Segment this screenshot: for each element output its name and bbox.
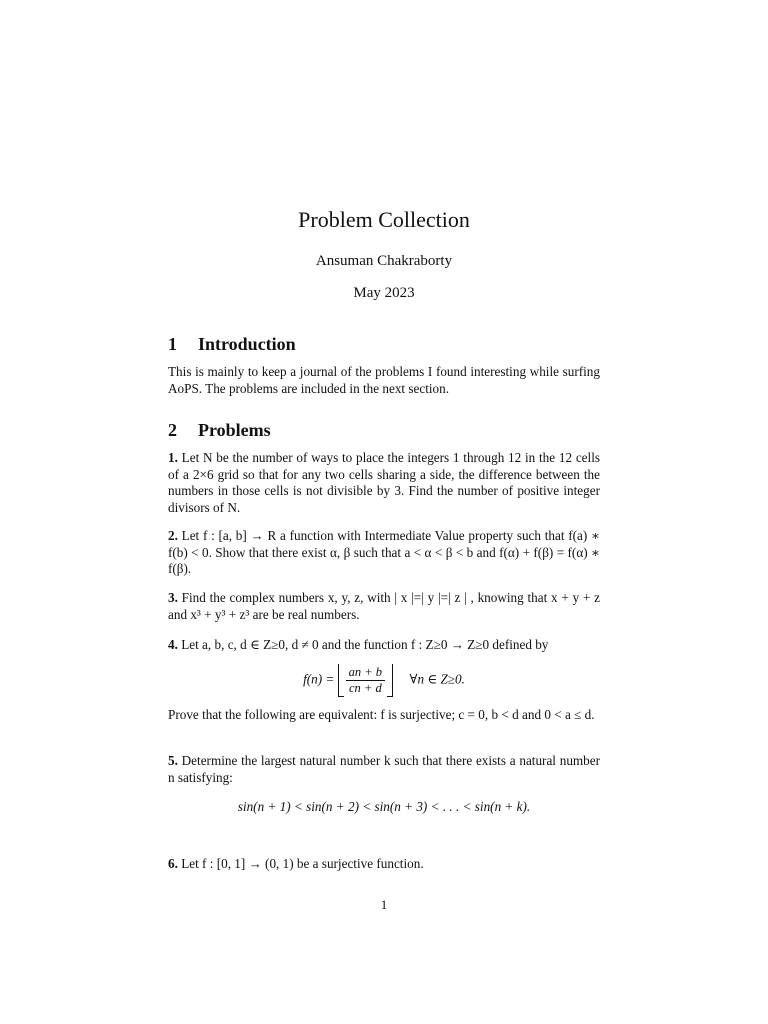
problem-text: Let f : [a, b] → R a function with Intermediate Value property such that f(a) ∗ f(b) < 0. Show that there exist α, β such that a < α < β < b and f(α) + f(β) = f(α) ∗ f(β).	[168, 528, 600, 576]
problem-4-conclusion: Prove that the following are equivalent: f is surjective; c = 0, b < d and 0 < a ≤ d.	[168, 707, 595, 722]
section-title: Problems	[198, 420, 271, 440]
problem-3	[168, 590, 600, 623]
problem-text: Let f : [0, 1] → (0, 1) be a surjective function.	[181, 856, 424, 871]
problem-text: Let N be the number of ways to place the integers 1 through 12 in the 12 cells of a 2×6 grid so that for any two cells sharing a side, the difference between the numbers in those cells is not divisible by 3. Find the number of positive integer divisors of N.	[168, 450, 600, 515]
document-author: Ansuman Chakraborty	[315, 253, 453, 269]
page-number: 1	[380, 897, 388, 912]
floor-fraction	[338, 664, 393, 697]
problem-6	[168, 856, 600, 873]
problem-5	[168, 753, 600, 786]
problem-text: Find the complex numbers x, y, z, with | x |=| y |=| z | , knowing that x + y + z and x³ + y³ + z³ are be real numbers.	[168, 590, 600, 622]
problem-label: 1.	[168, 450, 178, 465]
section-title: Introduction	[198, 334, 296, 354]
document-title: Problem Collection	[298, 207, 470, 232]
document-date: May 2023	[353, 285, 415, 301]
problem-label: 5.	[168, 753, 178, 768]
section-number: 2	[168, 420, 177, 440]
problem-5-display-equation: sin(n + 1) < sin(n + 2) < sin(n + 3) < . . . < sin(n + k).	[237, 799, 531, 814]
fraction-denominator: cn + d	[348, 681, 382, 695]
equation-lhs: f(n) =	[303, 671, 335, 687]
section-heading-introduction	[168, 332, 296, 356]
problem-label: 2.	[168, 528, 178, 543]
section-number: 1	[168, 334, 177, 354]
equation-rhs: ∀n ∈ Z≥0.	[409, 671, 465, 687]
fraction	[346, 665, 385, 696]
fraction-numerator: an + b	[346, 665, 385, 681]
problem-4-display-equation	[168, 664, 600, 697]
floor-left-bracket	[338, 664, 344, 697]
problem-text: Determine the largest natural number k such that there exists a natural number n satisfying:	[168, 753, 601, 785]
problem-label: 3.	[168, 590, 178, 605]
problem-2	[168, 528, 600, 578]
problem-4	[168, 637, 600, 654]
floor-right-bracket	[387, 664, 393, 697]
introduction-paragraph: This is mainly to keep a journal of the problems I found interesting while surfing AoPS. The problems are included in the next section.	[168, 364, 600, 396]
problem-text: Let a, b, c, d ∈ Z≥0, d ≠ 0 and the function f : Z≥0 → Z≥0 defined by	[181, 637, 549, 652]
section-heading-problems	[168, 418, 271, 442]
problem-label: 6.	[168, 856, 178, 871]
problem-label: 4.	[168, 637, 178, 652]
problem-1	[168, 450, 600, 516]
